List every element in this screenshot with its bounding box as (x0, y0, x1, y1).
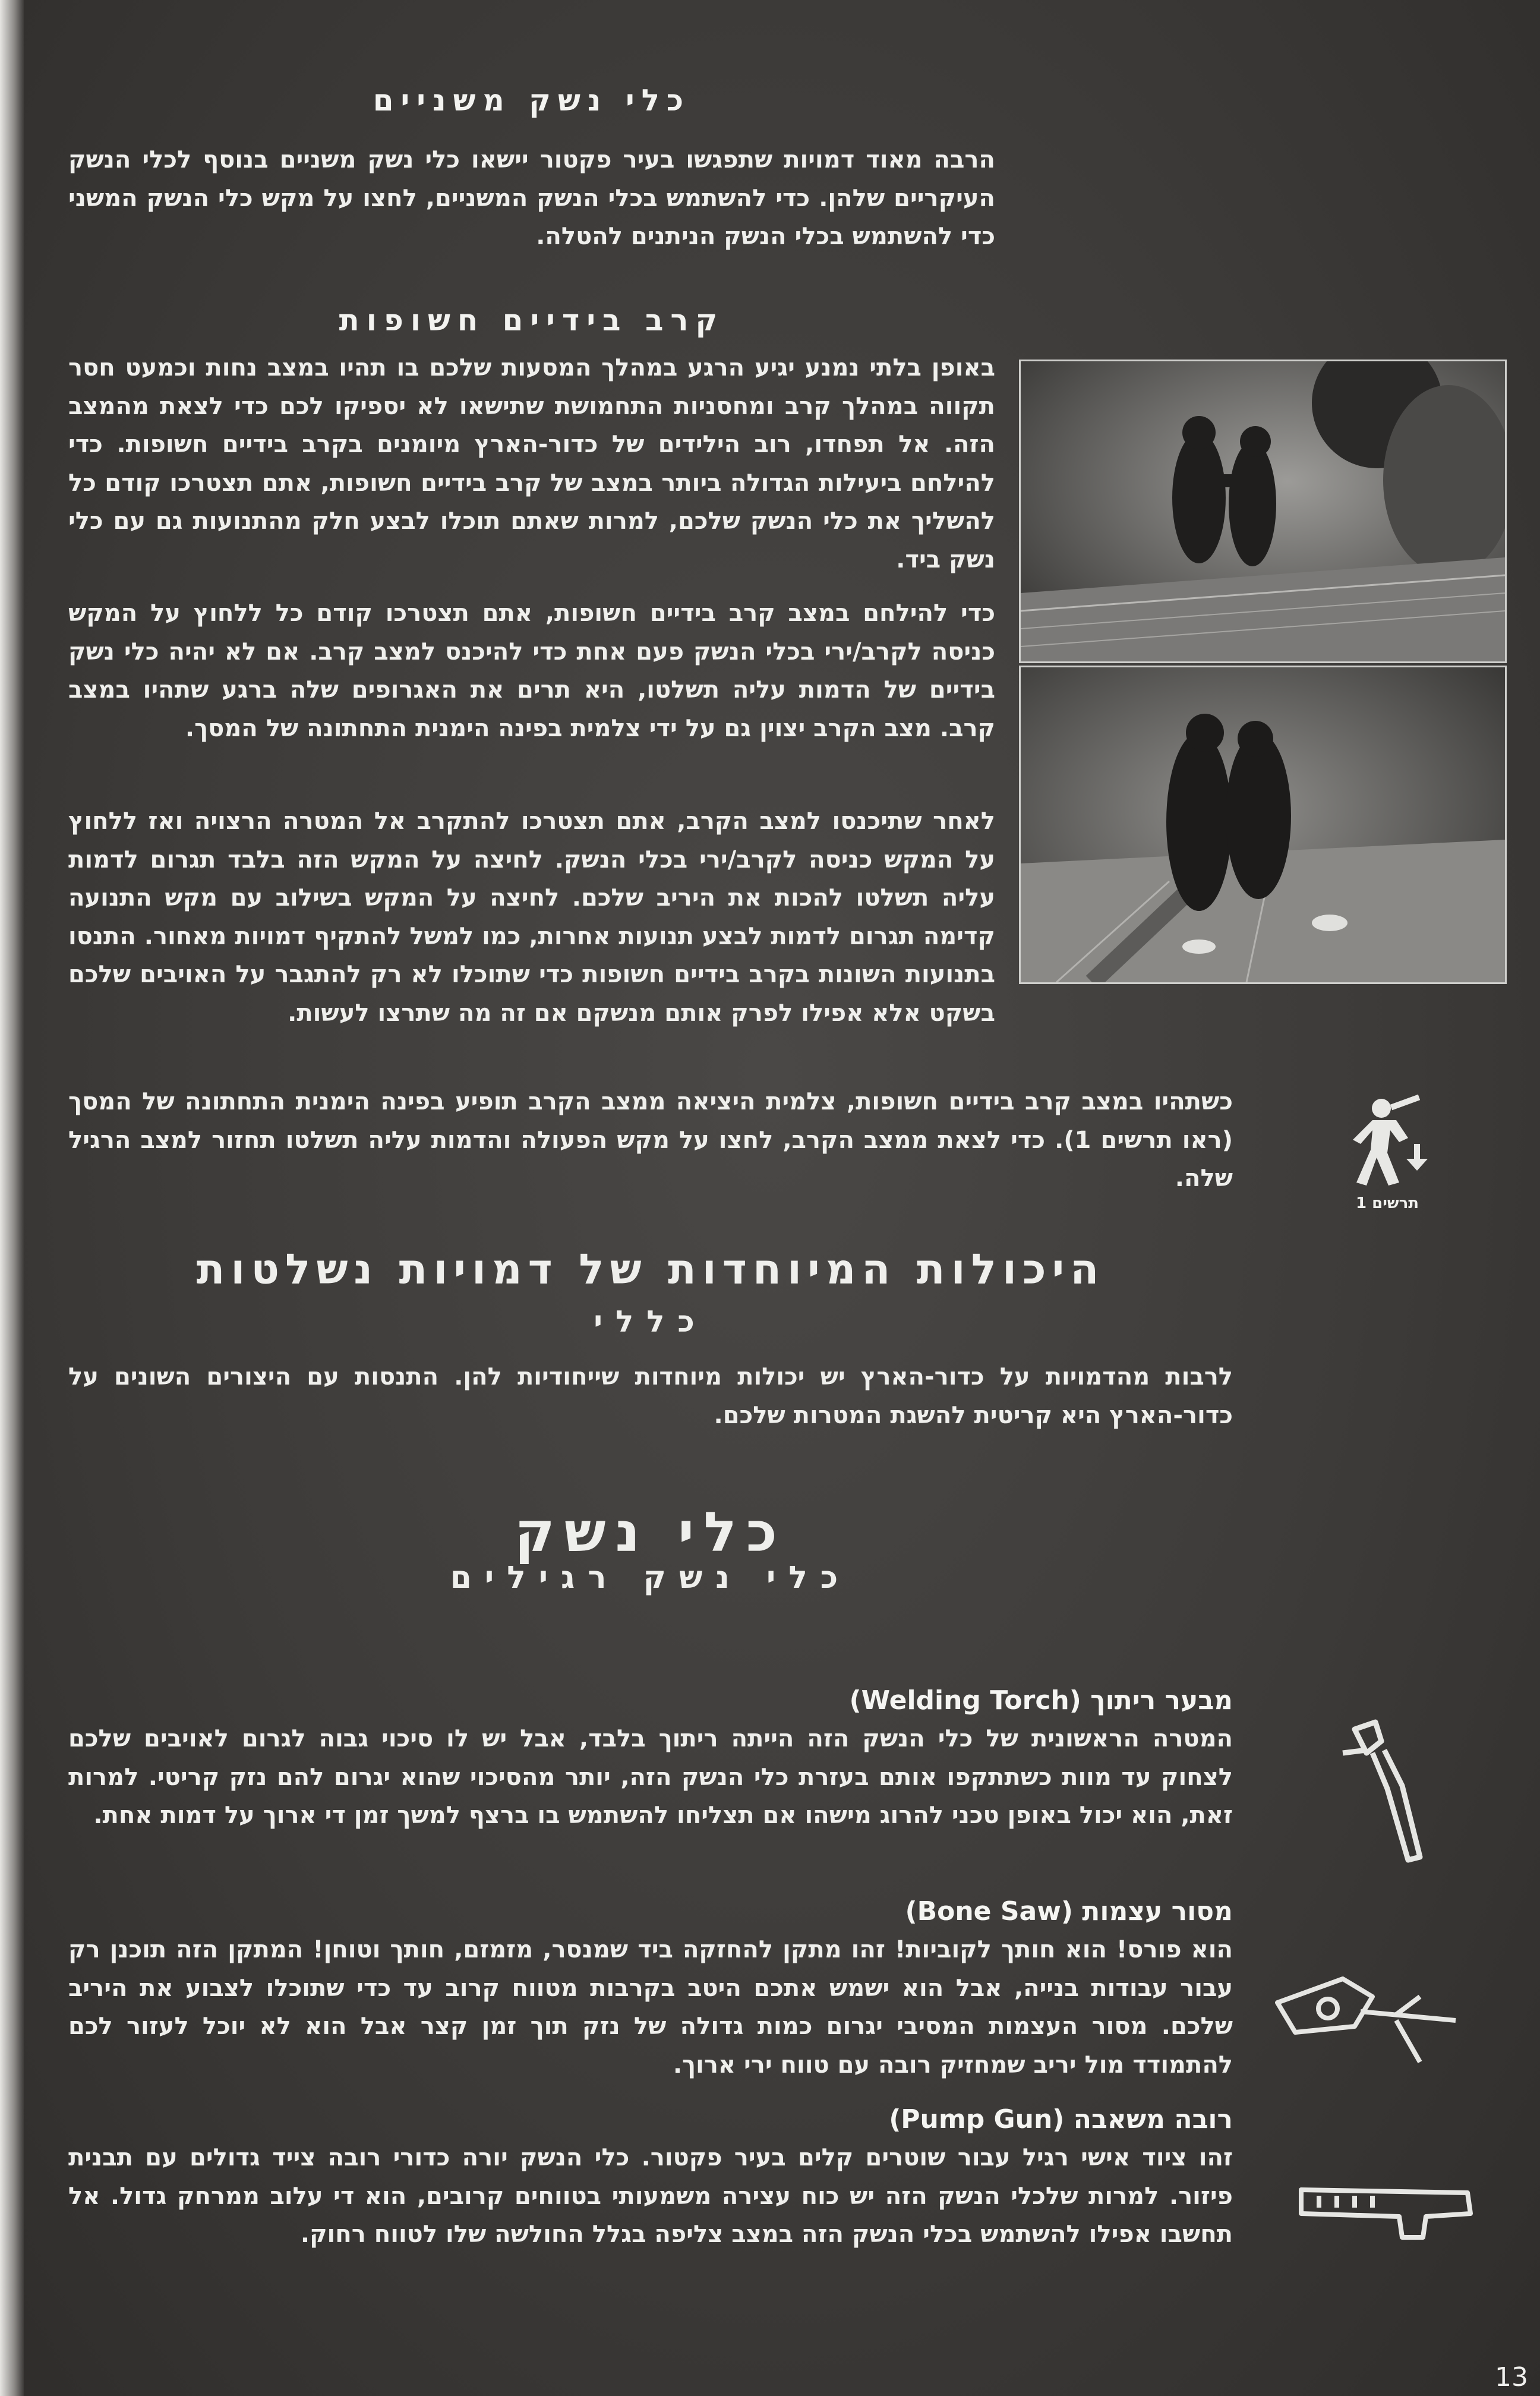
weapon-name: מסור עצמות (Bone Saw) (905, 1896, 1233, 1927)
combat-screenshot-2 (1019, 666, 1507, 984)
exit-combat-icon (1340, 1087, 1435, 1188)
weapon-description: הוא פורס! הוא חותך לקוביות! זהו מתקן להחזקה ביד שמנסר, מזמזם, חותך וטוחן! המתקן הזה תוכנן רק עבור עבודות בנייה, אבל הוא ישמש אתכם היטב בקרבות מטווח קרוב עד כדי שתוכלו לצבוע את היריב שלכם. מסור העצמות המסיבי יגרום כמות גדולה של נזק תוך זמן קצר אבל הוא לא יוכל לעזור לכם להתמודד מול יריב שמחזיק רובה עם טווח ירי ארוך. (68, 1936, 1233, 2079)
hand-combat-para-2: כדי להילחם במצב קרב בידיים חשופות, אתם תצטרכו קודם כל ללחוץ על המקש כניסה לקרב/ירי בכלי הנשק פעם אחת כדי להיכנס למצב קרב. אם לא יהיה כלי נשק בידיים של הדמות עליה תשלטו, היא תרים את האגרופים שלה ברגע שתהיו במצב קרב. מצב הקרב יצוין גם על ידי צלמית בפינה הימנית התחתונה של המסך. (68, 600, 995, 742)
page-fold-edge (0, 0, 24, 2396)
general-subheading: כללי (594, 1304, 708, 1339)
hand-combat-para-4: כשתהיו במצב קרב בידיים חשופות, צלמית היציאה ממצב הקרב תופיע בפינה הימנית התחתונה של המסך (ראו תרשים 1). כדי לצאת ממצב הקרב, לחצו על מקש הפעולה והדמות עליה תשלטו תחזור למצב הרגיל שלה. (68, 1088, 1233, 1192)
hand-combat-heading: קרב בידיים חשופות (339, 303, 725, 338)
special-abilities-body: לרבות מהדמויות על כדור-הארץ יש יכולות מיוחדות שייחודיות להן. התנסות עם היצורים השונים על כדור-הארץ היא קריטית להשגת המטרות שלכם. (68, 1363, 1233, 1429)
weapon-item-bone-saw (68, 1893, 1233, 2084)
weapon-name: רובה משאבה (Pump Gun) (889, 2104, 1233, 2135)
combat-screenshot-1 (1019, 360, 1507, 663)
weapons-heading: כלי נשק (514, 1500, 787, 1564)
weapon-description: המטרה הראשונית של כלי הנשק הזה הייתה ריתוך בלבד, אבל יש לו סיכוי גבוה לגרום לאויבים שלכם לצחוק עד מוות כשתתקפו אותם בעזרת כלי הנשק הזה, יותר מהסיכוי שהוא יגרום להם נזק קריטי. למרות זאת, הוא יכול באופן טכני להרוג מישהו אם תצליחו להשתמש בו ברצף למשך זמן די ארוך על דמות אחת. (68, 1725, 1233, 1829)
special-abilities-heading: היכולות המיוחדות של דמויות נשלטות (196, 1245, 1105, 1294)
weapon-item-welding-torch (68, 1682, 1233, 1835)
pump-gun-icon (1295, 2172, 1479, 2249)
secondary-weapons-heading: כלי נשק משניים (373, 83, 691, 118)
regular-weapons-subheading: כלי נשק רגילים (450, 1560, 851, 1596)
bone-saw-icon (1271, 1961, 1468, 2080)
weapon-item-pump-gun (68, 2101, 1233, 2254)
weapon-name: מבער ריתוך (Welding Torch) (849, 1685, 1233, 1716)
secondary-weapons-body: הרבה מאוד דמויות שתפגשו בעיר פקטור יישאו כלי נשק משניים בנוסף לכלי הנשק העיקריים שלהן. כדי להשתמש בכלי הנשק המשניים, לחצו על מקש כלי הנשק המשני כדי להשתמש בכלי הנשק הניתנים להטלה. (68, 146, 995, 250)
weapon-description: זהו ציוד אישי רגיל עבור שוטרים קלים בעיר פקטור. כלי הנשק יורה כדורי רובה צייד גדולים עם תבנית פיזור. למרות שלכלי הנשק הזה יש כוח עצירה משמעותי בטווחים קרובים, הוא די עלוב ממרחק גדול. אל תחשבו אפילו להשתמש בכלי הנשק הזה במצב צליפה בגלל החולשה שלו לטווח רחוק. (68, 2144, 1233, 2248)
hand-combat-para-3: לאחר שתיכנסו למצב הקרב, אתם תצטרכו להתקרב אל המטרה הרצויה ואז ללחוץ על המקש כניסה לקרב/ירי בכלי הנשק. לחיצה על המקש הזה בלבד תגרום לדמות עליה תשלטו להכות את היריב שלכם. לחיצה על המקש בשילוב עם מקש התנועה קדימה תגרום לדמות לבצע תנועות אחרות, כמו למשל להתקיף דמויות מאחור. התנסו בתנועות השונות בקרב בידיים חשופות כדי שתוכלו לא רק להתגבר על האויבים שלכם בשקט אלא אפילו לפרק אותם מנשקם אם זה מה שתרצו לעשות. (68, 808, 995, 1027)
figure-1-caption: תרשים 1 (1355, 1194, 1419, 1212)
welding-torch-icon (1331, 1717, 1432, 1872)
hand-combat-para-1: באופן בלתי נמנע יגיע הרגע במהלך המסעות שלכם בו תהיו במצב נחות וכמעט חסר תקווה במהלך קרב ומחסניות התחמושת שתישאו לא יספיקו לכם כדי לצאת מהמצב הזה. אל תפחדו, רוב הילידים של כדור-הארץ מיומנים בקרב בידיים חשופות. כדי להילחם ביעילות הגדולה ביותר במצב של קרב בידיים חשופות, אתם תצטרכו קודם כל להשליך את כלי הנשק שלכם, למרות שאתם תוכלו לבצע חלק מהתנועות גם עם כלי נשק ביד. (68, 354, 995, 573)
page-number: 13 (1495, 2362, 1528, 2392)
